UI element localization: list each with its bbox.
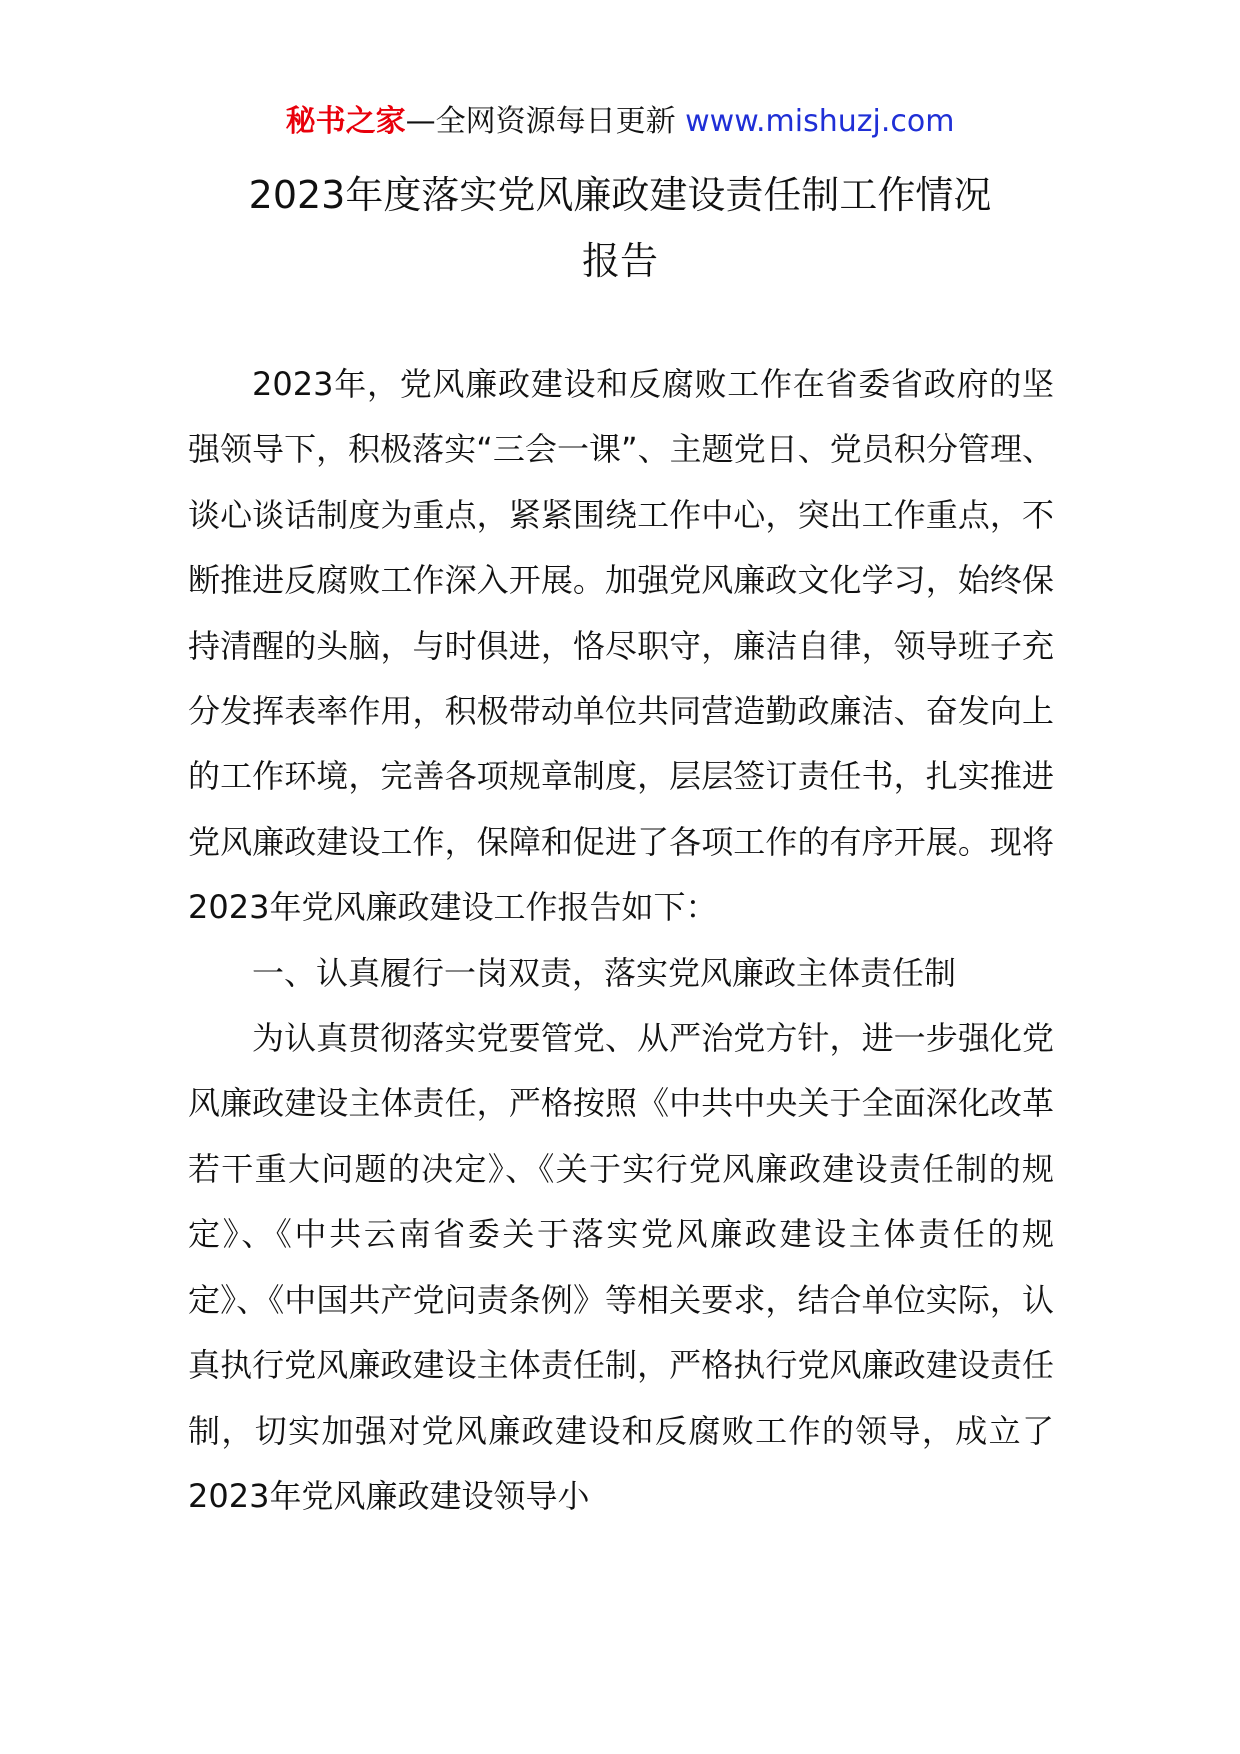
title-line-1: 2023年度落实党风廉政建设责任制工作情况 xyxy=(248,173,992,217)
document-title xyxy=(0,162,1240,294)
paragraph-section-1: 为认真贯彻落实党要管党、从严治党方针，进一步强化党风廉政建设主体责任，严格按照《中共中央关于全面深化改革若干重大问题的决定》、《关于实行党风廉政建设责任制的规定》、《中共云南省委关于落实党风廉政建设主体责任的规定》、《中国共产党问责条例》等相关要求，结合单位实际，认真执行党风廉政建设主体责任制，严格执行党风廉政建设责任制，切实加强对党风廉政建设和反腐败工作的领导，成立了2023年党风廉政建设领导小 xyxy=(188,1019,1054,1515)
brand-slogan: —全网资源每日更新 xyxy=(405,104,676,139)
site-url: www.mishuzj.com xyxy=(685,104,955,139)
brand-name: 秘书之家 xyxy=(285,104,406,139)
section-heading-1: 一、认真履行一岗双责，落实党风廉政主体责任制 xyxy=(252,953,957,992)
title-line-2: 报告 xyxy=(581,239,658,283)
document-body xyxy=(188,352,1054,1529)
watermark-header xyxy=(0,100,1240,144)
paragraph-intro: 2023年，党风廉政建设和反腐败工作在省委省政府的坚强领导下，积极落实“三会一课”、主题党日、党员积分管理、谈心谈话制度为重点，紧紧围绕工作中心，突出工作重点，不断推进反腐败工作深入开展。加强党风廉政文化学习，始终保持清醒的头脑，与时俱进，恪尽职守，廉洁自律，领导班子充分发挥表率作用，积极带动单位共同营造勤政廉洁、奋发向上的工作环境，完善各项规章制度，层层签订责任书，扎实推进党风廉政建设工作，保障和促进了各项工作的有序开展。现将2023年党风廉政建设工作报告如下： xyxy=(188,365,1054,927)
